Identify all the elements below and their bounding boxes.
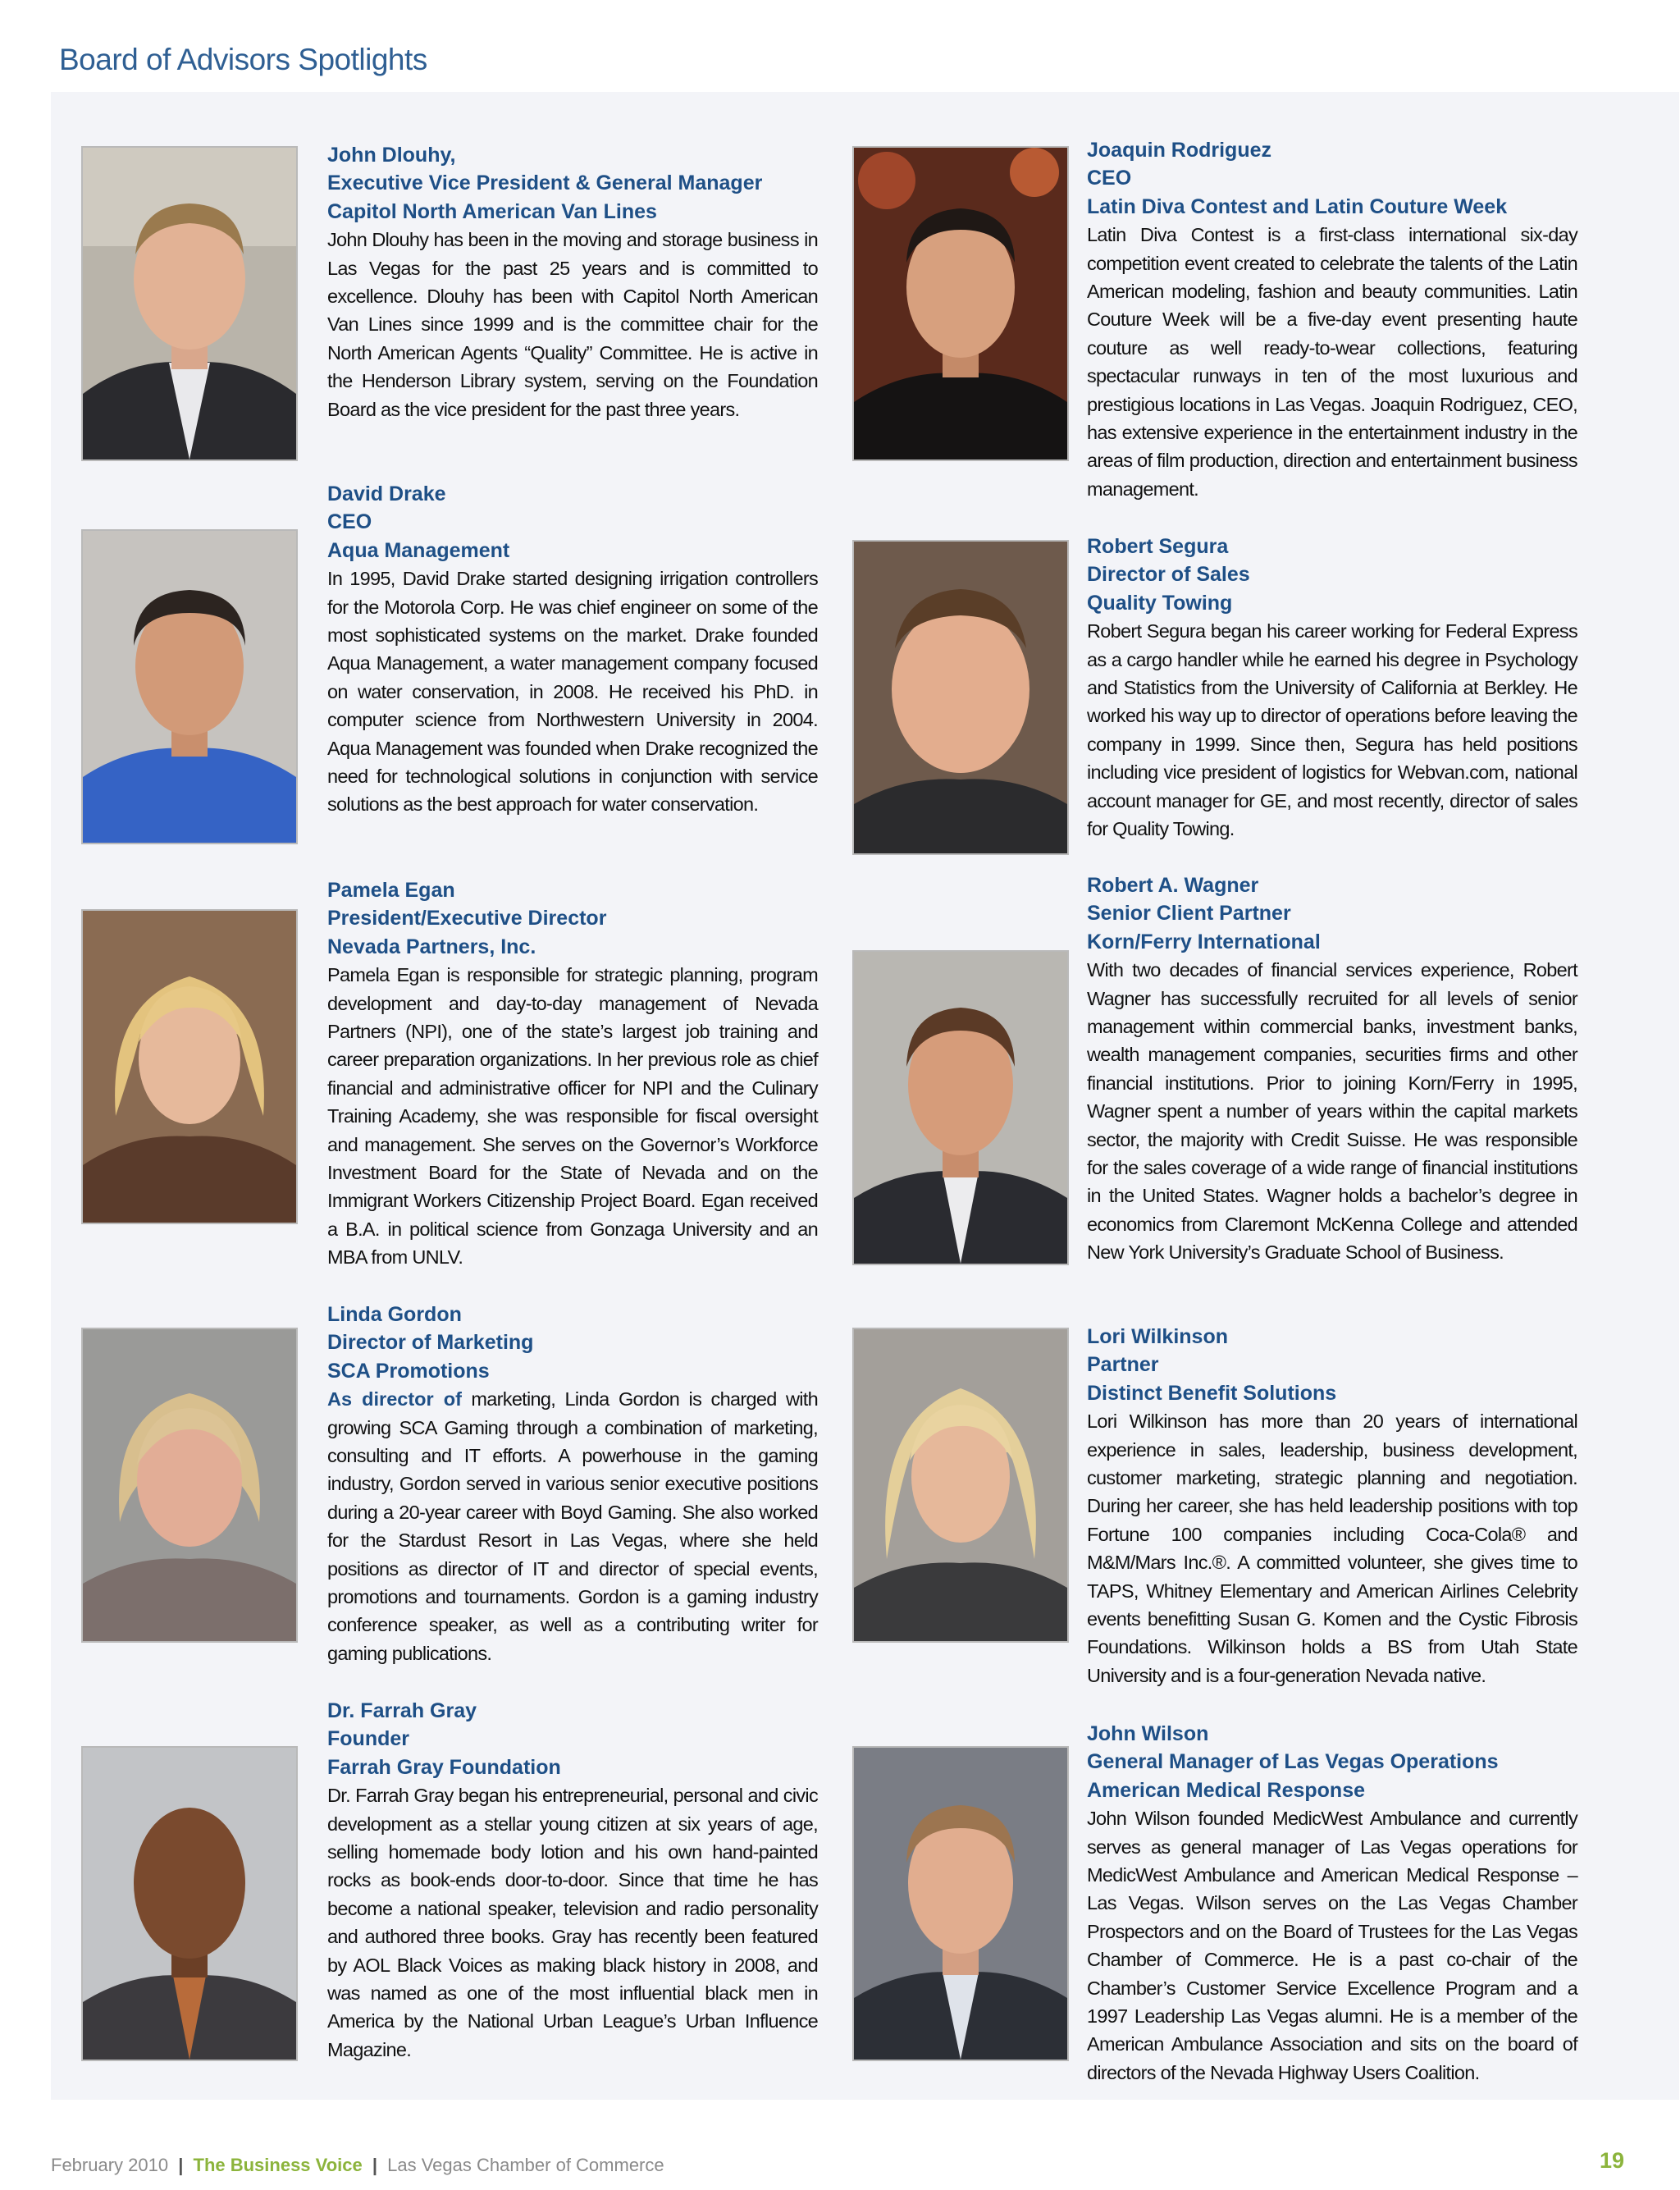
profile-bio-lead: As director of [327, 1388, 462, 1410]
profile-name: Robert Segura [1087, 535, 1229, 558]
profile-text [327, 1697, 818, 2064]
profile-text [1087, 1720, 1577, 2087]
portrait-photo [852, 146, 1069, 461]
profile-title: Partner [1087, 1353, 1159, 1377]
profile-bio: Lori Wilkinson has more than 20 years of international experience in sales, leadership, business development, customer marketing, strategic planning and negotiation. During her career, she has held leadership positions with top Fortune 100 companies including Coca-Cola® and M&M/Mars Inc.®. A committed volunteer, she gives time to TAPS, Whitney Elementary and American Airlines Celebrity events benefitting Susan G. Komen and the Cystic Fibrosis Foundations. Wilkinson holds a BS from Utah State University and is a four-generation Nevada native. [1087, 1410, 1577, 1686]
profile-company: Farrah Gray Foundation [327, 1755, 561, 1779]
profile-name: John Wilson [1087, 1722, 1209, 1745]
portrait-photo [852, 540, 1069, 855]
portrait-photo [852, 1746, 1069, 2061]
profile-text [1087, 871, 1577, 1267]
profile-company: Latin Diva Contest and Latin Couture Week [1087, 194, 1508, 218]
profile-name: Joaquin Rodriguez [1087, 139, 1271, 162]
profile-name: Linda Gordon [327, 1303, 462, 1326]
profile-title: Director of Sales [1087, 563, 1250, 587]
profile-text [1087, 136, 1577, 503]
profile-bio: In 1995, David Drake started designing irrigation controllers for the Motorola Corp. He was chief engineer on some of the most sophisticated systems on the market. Drake founded Aqua Management, a water management company focused on water conservation, in 2008. He received his PhD. in computer science from Northwestern University in 2004. Aqua Management was founded when Drake recognized the need for technological solutions in conjunction with service solutions as the best approach for water conservation. [327, 568, 818, 816]
page-title: Board of Advisors Spotlights [59, 43, 427, 76]
profile-name: Dr. Farrah Gray [327, 1699, 477, 1722]
profile-title: Senior Client Partner [1087, 902, 1291, 926]
profile-bio: Robert Segura began his career working for Federal Express as a cargo handler while he earned his degree in Psychology and Statistics from the University of California at Berkley. He worked his way up to director of operations before leaving the company in 1999. Since then, Segura has held positions including vice president of logistics for Webvan.com, national account manager for GE, and most recently, director of sales for Quality Towing. [1087, 620, 1577, 840]
profile-company: Distinct Benefit Solutions [1087, 1381, 1337, 1405]
profile-name: John Dlouhy, [327, 144, 456, 167]
page-number: 19 [1600, 2148, 1625, 2173]
portrait-photo [852, 950, 1069, 1265]
portrait-photo [81, 1746, 298, 2061]
profile-company: Korn/Ferry International [1087, 930, 1321, 953]
profile-text [1087, 533, 1577, 843]
profile-company: American Medical Response [1087, 1778, 1366, 1802]
profile-name: Robert A. Wagner [1087, 874, 1259, 897]
profile-title: CEO [1087, 167, 1132, 190]
profile-text [327, 141, 818, 423]
footer-publication: The Business Voice [193, 2155, 363, 2175]
profile-title: Founder [327, 1727, 409, 1751]
profile-company: Quality Towing [1087, 591, 1233, 615]
footer-organization: Las Vegas Chamber of Commerce [387, 2155, 664, 2175]
profile-company: Aqua Management [327, 538, 510, 562]
footer-date: February 2010 [51, 2155, 169, 2175]
profile-text [327, 1301, 818, 1667]
profile-bio [327, 1385, 818, 1667]
profile-bio: John Dlouhy has been in the moving and storage business in Las Vegas for the past 25 years and is committed to excellence. Dlouhy has been with Capitol North American Van Lines since 1999 and is the committee chair for the North American Agents “Quality” Committee. He is active in the Henderson Library system, serving on the Foundation Board as the vice president for the past three years. [327, 229, 818, 420]
portrait-photo [81, 529, 298, 844]
portrait-photo [81, 909, 298, 1224]
portrait-photo [81, 146, 298, 461]
profile-text [327, 876, 818, 1272]
profile-title: CEO [327, 510, 372, 534]
profile-title: Executive Vice President & General Manager [327, 171, 763, 195]
page-footer [51, 2155, 664, 2176]
profile-bio: With two decades of financial services experience, Robert Wagner has successfully recruited for all levels of senior management within commercial banks, investment banks, wealth management companies, securities firms and other financial institutions. Prior to joining Korn/Ferry in 1995, Wagner spent a number of years within the capital markets sector, the majority with Credit Suisse. He was responsible for the sales coverage of a wide range of financial institutions in the United States. Wagner holds a bachelor’s degree in economics from Claremont McKenna College and attended New York University’s Graduate School of Business. [1087, 959, 1577, 1264]
profile-title: President/Executive Director [327, 907, 607, 930]
footer-separator: | [372, 2155, 377, 2175]
portrait-photo [81, 1328, 298, 1643]
profile-bio: Latin Diva Contest is a first-class international six-day competition event created to celebrate the talents of the Latin American modeling, fashion and beauty communities. Latin Couture Week will be a five-day event presenting haute couture as well ready-to-wear collections, featuring spectacular runways in ten of the most luxurious and prestigious locations in Las Vegas. Joaquin Rodriguez, CEO, has extensive experience in the entertainment industry in the areas of film production, direction and entertainment business management. [1087, 224, 1577, 500]
profile-name: Lori Wilkinson [1087, 1325, 1228, 1348]
profile-bio: Dr. Farrah Gray began his entrepreneurial, personal and civic development as a stellar young citizen at six years of age, selling homemade body lotion and his own hand-painted rocks as book-ends door-to-door. Since that time he has become a national speaker, television and radio personality and authored three books. Gray has recently been featured by AOL Black Voices as making black history in 2008, and was named as one of the most influential black men in America by the National Urban League’s Urban Influence Magazine. [327, 1785, 818, 2060]
profile-name: Pamela Egan [327, 879, 455, 902]
profile-company: Capitol North American Van Lines [327, 199, 657, 223]
profile-bio: John Wilson founded MedicWest Ambulance and currently serves as general manager of Las Vegas operations for MedicWest Ambulance and American Medical Response – Las Vegas. Wilson serves on the Las Vegas Chamber Prospectors and on the Board of Trustees for the Las Vegas Chamber of Commerce. He is a past co-chair of the Chamber’s Customer Service Excellence Program and a 1997 Leadership Las Vegas alumni. He is a member of the American Ambulance Association and sits on the board of directors of the Nevada Highway Users Coalition. [1087, 1808, 1577, 2083]
profile-name: David Drake [327, 482, 446, 505]
portrait-photo [852, 1328, 1069, 1643]
profile-text [1087, 1323, 1577, 1689]
profile-title: General Manager of Las Vegas Operations [1087, 1750, 1499, 1774]
profile-bio-rest: marketing, Linda Gordon is charged with growing SCA Gaming through a combination of marketing, consulting and IT efforts. A powerhouse in the gaming industry, Gordon served in various senior executive positions during a 20-year career with Boyd Gaming. She also worked for the Stardust Resort in Las Vegas, where she held positions as director of IT and director of special events, promotions and tournaments. Gordon is a gaming industry conference speaker, as well as a contributing writer for gaming publications. [327, 1388, 818, 1664]
profile-company: SCA Promotions [327, 1359, 490, 1383]
profile-company: Nevada Partners, Inc. [327, 935, 536, 958]
profile-title: Director of Marketing [327, 1331, 534, 1355]
profile-bio: Pamela Egan is responsible for strategic planning, program development and day-to-day management of Nevada Partners (NPI), one of the state’s largest job training and career preparation organizations. In her previous role as chief financial and administrative officer for NPI and the Culinary Training Academy, she was responsible for fiscal oversight and management. She serves on the Governor’s Workforce Investment Board for the State of Nevada and on the Immigrant Workers Citizenship Project Board. Egan received a B.A. in political science from Gonzaga University and an MBA from UNLV. [327, 964, 818, 1269]
footer-separator: | [178, 2155, 184, 2175]
profile-text [327, 480, 818, 819]
